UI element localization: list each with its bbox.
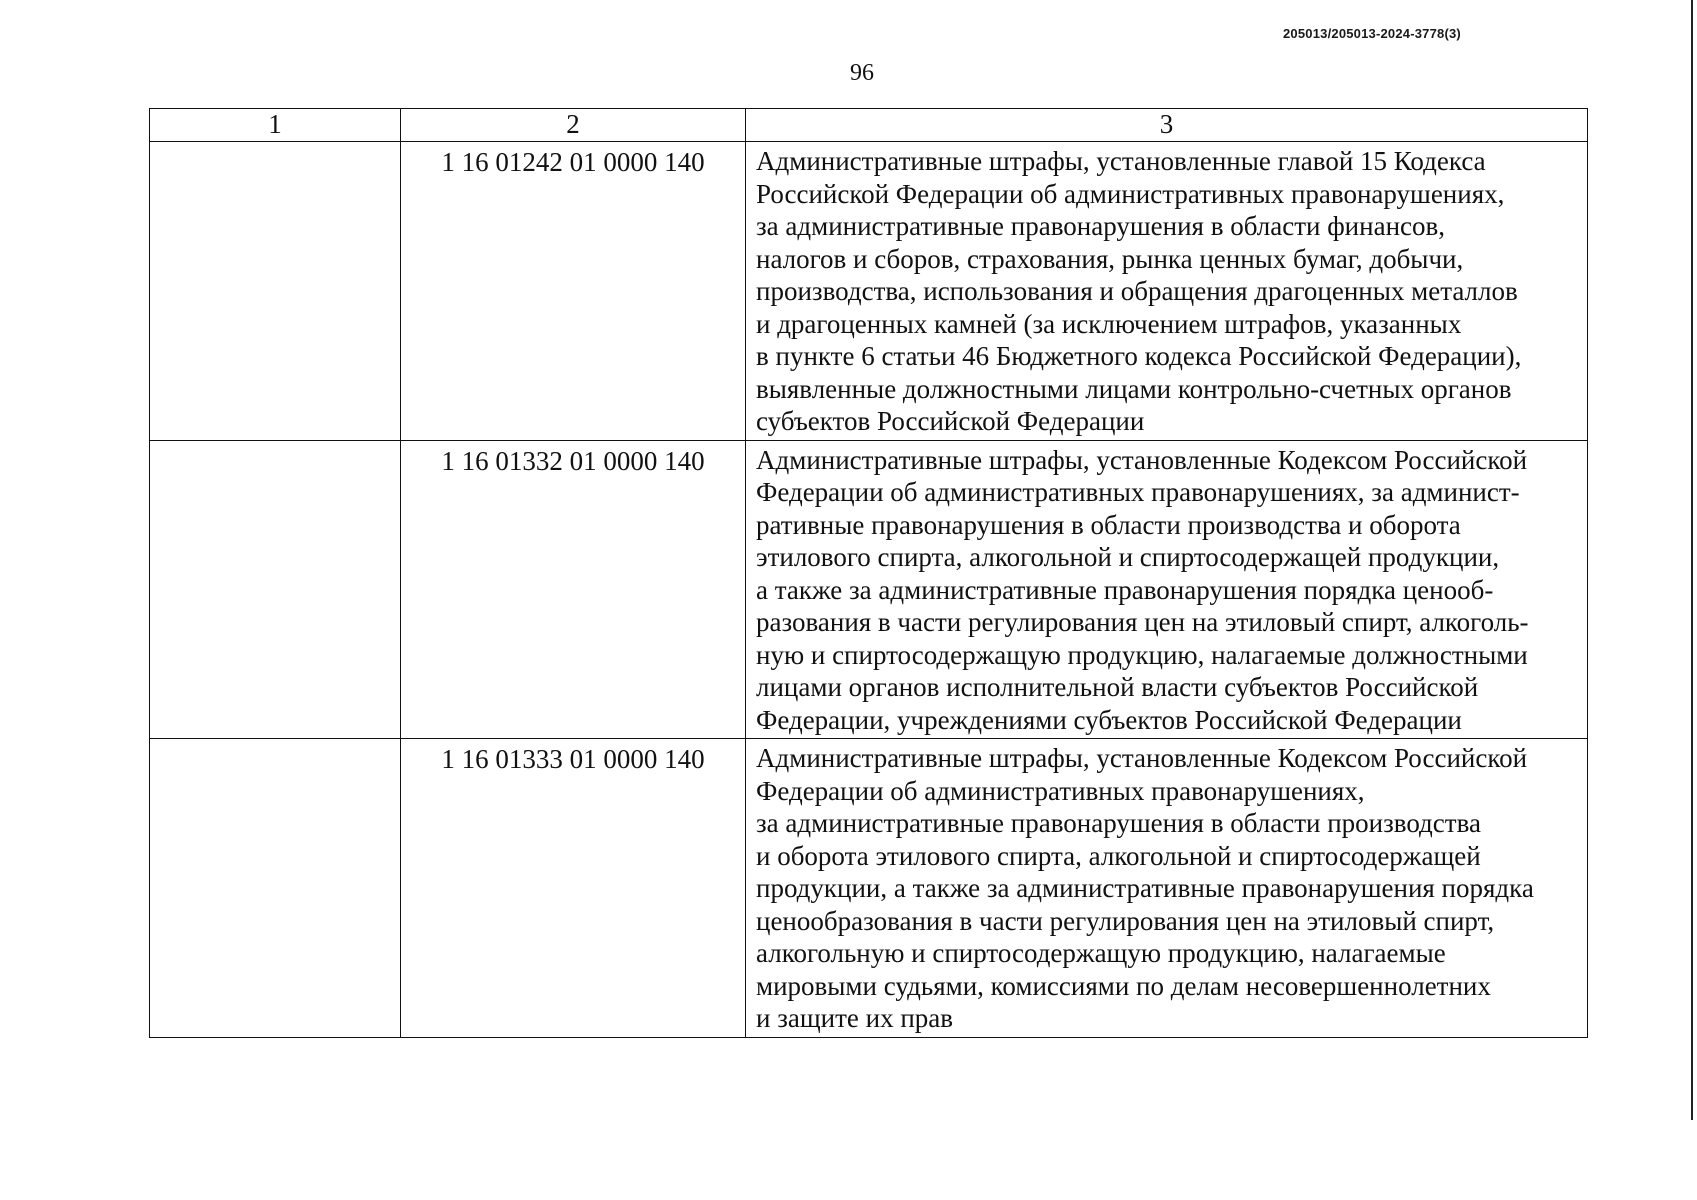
description-line: субъектов Российской Федерации bbox=[756, 406, 1145, 436]
description-line: Административные штрафы, установленные главой 15 Кодекса bbox=[756, 146, 1486, 176]
description-line: мировыми судьями, комиссиями по делам несовершеннолетних bbox=[756, 970, 1491, 1001]
description-cell bbox=[746, 440, 1588, 739]
description-line: производства, использования и обращения драгоценных металлов bbox=[756, 276, 1518, 306]
page-number: 96 bbox=[850, 60, 874, 86]
description-line: ративные правонарушения в области производства и оборота bbox=[756, 509, 1461, 540]
table-row bbox=[150, 739, 1588, 1038]
description-line: и защите их прав bbox=[756, 1003, 954, 1033]
description-line: Федерации об административных правонарушениях, за админист- bbox=[756, 477, 1520, 507]
description-line: а также за административные правонарушения порядка ценооб- bbox=[756, 574, 1494, 605]
revenue-code-cell: 1 16 01242 01 0000 140 bbox=[401, 142, 746, 441]
description-line: выявленные должностными лицами контрольно-счетных органов bbox=[756, 373, 1512, 404]
description-line: алкогольную и спиртосодержащую продукцию, налагаемые bbox=[756, 938, 1446, 968]
description-line: и драгоценных камней (за исключением штрафов, указанных bbox=[756, 308, 1462, 339]
description-line: Административные штрафы, установленные Кодексом Российской bbox=[756, 743, 1528, 773]
table-row bbox=[150, 142, 1588, 441]
revenue-code-cell: 1 16 01332 01 0000 140 bbox=[401, 440, 746, 739]
description-line: за административные правонарушения в области финансов, bbox=[756, 211, 1446, 241]
row-number-cell bbox=[150, 142, 401, 441]
description-line: этилового спирта, алкогольной и спиртосодержащей продукции, bbox=[756, 542, 1500, 572]
description-line: и оборота этилового спирта, алкогольной и спиртосодержащей bbox=[756, 840, 1481, 871]
description-line: в пункте 6 статьи 46 Бюджетного кодекса Российской Федерации), bbox=[756, 341, 1522, 371]
description-line: лицами органов исполнительной власти субъектов Российской bbox=[756, 672, 1479, 702]
description-cell bbox=[746, 142, 1588, 441]
revenue-code-cell: 1 16 01333 01 0000 140 bbox=[401, 739, 746, 1038]
scan-edge-line bbox=[1691, 0, 1693, 1120]
document-id: 205013/205013-2024-3778(3) bbox=[1283, 26, 1461, 41]
row-number-cell bbox=[150, 440, 401, 739]
description-line: Федерации об административных правонарушениях, bbox=[756, 775, 1365, 806]
description-line: ную и спиртосодержащую продукцию, налагаемые должностными bbox=[756, 639, 1528, 670]
description-line: ценообразования в части регулирования цен на этиловый спирт, bbox=[756, 905, 1495, 936]
description-line: продукции, а также за административные правонарушения порядка bbox=[756, 873, 1534, 903]
column-header: 1 bbox=[150, 109, 401, 142]
table-header-row bbox=[150, 109, 1588, 142]
column-header: 3 bbox=[746, 109, 1588, 142]
row-number-cell bbox=[150, 739, 401, 1038]
column-header: 2 bbox=[401, 109, 746, 142]
description-line: Федерации, учреждениями субъектов Российской Федерации bbox=[756, 704, 1462, 735]
description-line: Российской Федерации об административных правонарушениях, bbox=[756, 178, 1505, 209]
description-line: за административные правонарушения в области производства bbox=[756, 808, 1481, 838]
description-cell bbox=[746, 739, 1588, 1038]
table-row bbox=[150, 440, 1588, 739]
description-line: налогов и сборов, страхования, рынка ценных бумаг, добычи, bbox=[756, 243, 1464, 274]
fees-table bbox=[149, 108, 1588, 1038]
description-line: Административные штрафы, установленные Кодексом Российской bbox=[756, 444, 1528, 475]
description-line: разования в части регулирования цен на этиловый спирт, алкоголь- bbox=[756, 607, 1529, 637]
